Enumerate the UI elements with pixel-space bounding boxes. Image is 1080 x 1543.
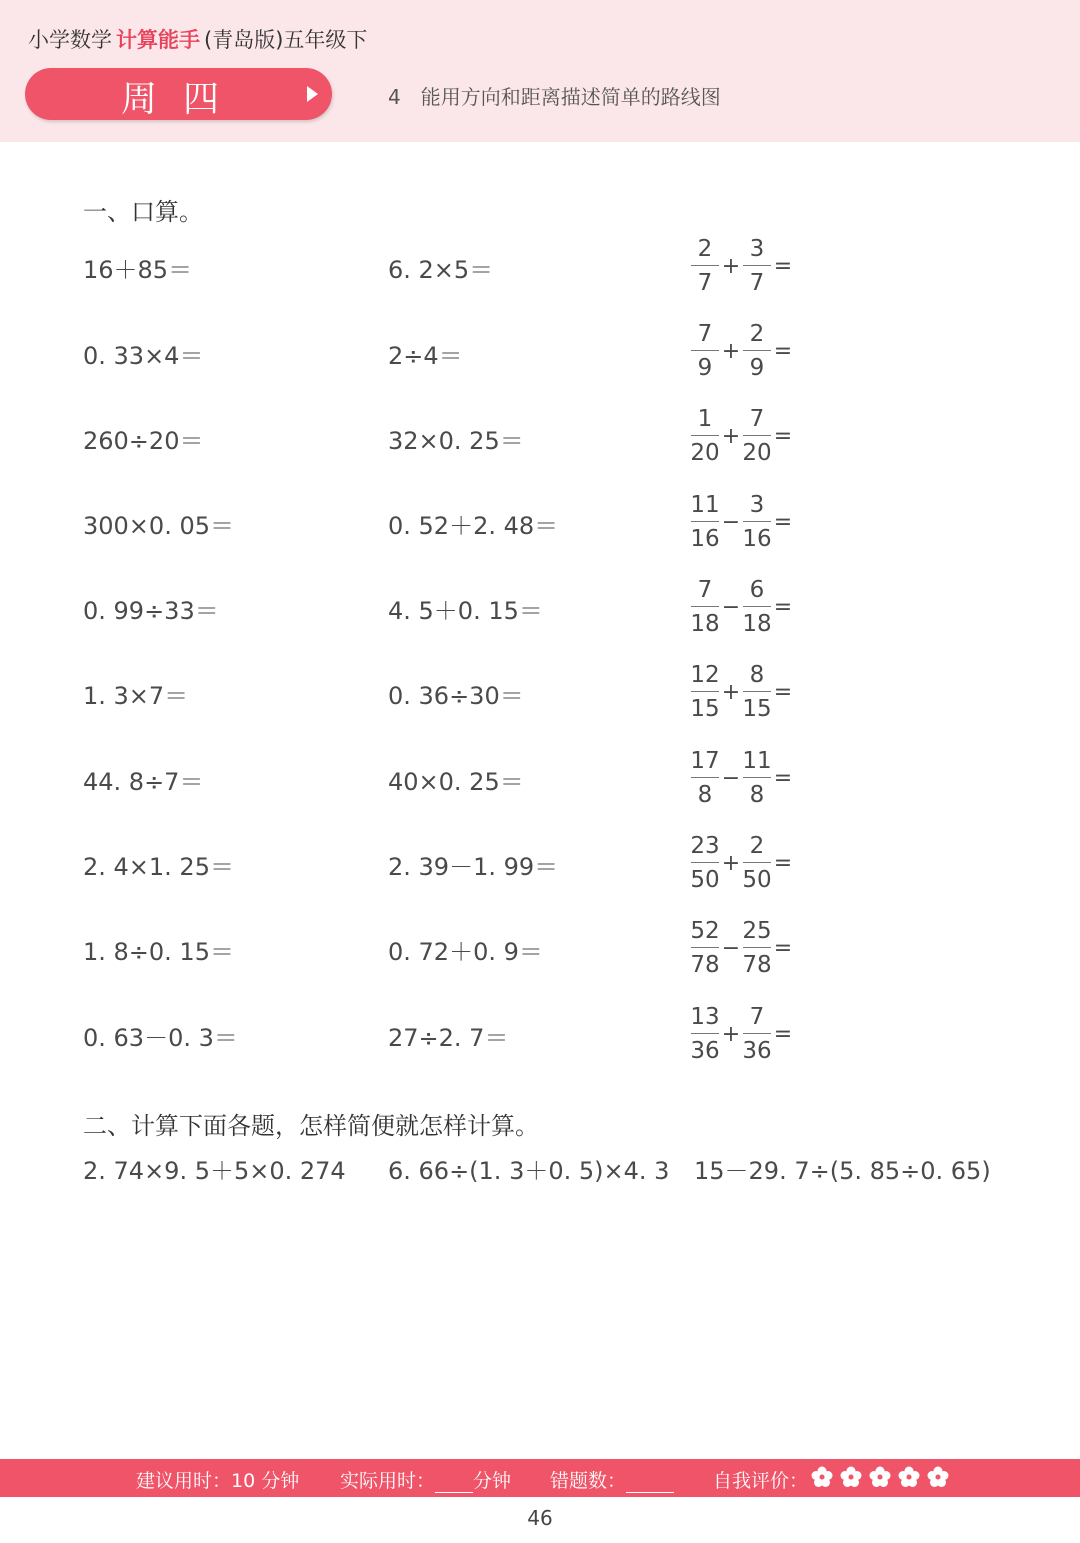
operator: +: [721, 679, 741, 705]
numerator: 7: [697, 321, 713, 347]
equals-sign: =: [773, 423, 793, 449]
equals-sign: =: [773, 509, 793, 535]
fraction: [742, 747, 772, 809]
section2-title: 二、计算下面各题，怎样简便就怎样计算。: [83, 1112, 539, 1140]
numerator: 11: [690, 492, 720, 518]
fraction-expr: [690, 489, 794, 555]
oral-expr-col2: 2÷4＝: [388, 342, 463, 370]
fraction-expr: [690, 233, 794, 299]
fraction-bar: [691, 862, 719, 863]
fraction-bar: [691, 947, 719, 948]
denominator: 36: [690, 1038, 720, 1064]
fraction-bar: [691, 265, 719, 266]
fraction-bar: [691, 691, 719, 692]
operator: +: [721, 850, 741, 876]
fraction: [742, 832, 772, 894]
fraction-expr: [690, 574, 794, 640]
book-brand: 计算能手: [116, 28, 200, 52]
operator: +: [721, 253, 741, 279]
play-arrow-icon: [307, 86, 318, 102]
denominator: 78: [742, 952, 772, 978]
fraction: [742, 576, 772, 638]
oral-expr-col1: 1. 8÷0. 15＝: [83, 938, 234, 966]
equals-sign: =: [773, 594, 793, 620]
fraction-bar: [691, 521, 719, 522]
oral-expr-col2: 6. 2×5＝: [388, 256, 494, 284]
fraction: [690, 661, 720, 723]
fraction-bar: [691, 435, 719, 436]
denominator: 15: [690, 696, 720, 722]
denominator: 15: [742, 696, 772, 722]
fraction-bar: [743, 521, 771, 522]
problem-3: 15－29. 7÷(5. 85÷0. 65): [694, 1157, 991, 1185]
fraction-bar: [743, 265, 771, 266]
oral-expr-col1: 16＋85＝: [83, 256, 193, 284]
fraction: [690, 917, 720, 979]
fraction: [690, 235, 720, 297]
footer-bar: [0, 1459, 1080, 1497]
fraction: [690, 491, 720, 553]
book-suffix: (青岛版)五年级下: [204, 28, 368, 52]
fraction: [742, 1003, 772, 1065]
equals-sign: =: [773, 1021, 793, 1047]
oral-expr-col1: 2. 4×1. 25＝: [83, 853, 234, 881]
flower-icon[interactable]: [897, 1465, 921, 1489]
numerator: 1: [697, 406, 713, 432]
numerator: 7: [697, 577, 713, 603]
oral-expr-col1: 0. 63－0. 3＝: [83, 1024, 238, 1052]
denominator: 16: [742, 526, 772, 552]
fraction-bar: [691, 350, 719, 351]
numerator: 6: [749, 577, 765, 603]
numerator: 12: [690, 662, 720, 688]
errors-label: 错题数：: [550, 1470, 627, 1492]
fraction: [690, 576, 720, 638]
oral-expr-col1: 1. 3×7＝: [83, 682, 189, 710]
fraction: [742, 661, 772, 723]
numerator: 8: [749, 662, 765, 688]
suggested-time: 建议用时：10 分钟: [136, 1470, 300, 1492]
unit-title: 4 能用方向和距离描述简单的路线图: [388, 85, 721, 109]
day-pill: [25, 68, 332, 120]
denominator: 50: [690, 867, 720, 893]
equals-sign: =: [773, 935, 793, 961]
numerator: 3: [749, 236, 765, 262]
fraction-bar: [743, 947, 771, 948]
denominator: 9: [749, 355, 765, 381]
fraction-expr: [690, 745, 794, 811]
oral-expr-col2: 32×0. 25＝: [388, 427, 524, 455]
denominator: 9: [697, 355, 713, 381]
denominator: 20: [742, 440, 772, 466]
oral-expr-col1: 0. 33×4＝: [83, 342, 204, 370]
fraction-expr: [690, 403, 794, 469]
fraction-expr: [690, 1001, 794, 1067]
denominator: 8: [749, 782, 765, 808]
page-number: 46: [527, 1506, 553, 1530]
fraction: [742, 320, 772, 382]
denominator: 7: [697, 270, 713, 296]
denominator: 50: [742, 867, 772, 893]
operator: −: [721, 765, 741, 791]
numerator: 7: [749, 1004, 765, 1030]
fraction-expr: [690, 659, 794, 725]
book-title: [28, 24, 367, 54]
day-label: 周四: [121, 79, 246, 120]
errors-blank[interactable]: [626, 1472, 674, 1493]
actual-time-blank[interactable]: [435, 1472, 473, 1493]
oral-expr-col2: 0. 36÷30＝: [388, 682, 524, 710]
denominator: 20: [690, 440, 720, 466]
fraction-bar: [691, 1033, 719, 1034]
flower-icon[interactable]: [810, 1465, 834, 1489]
operator: +: [721, 423, 741, 449]
oral-expr-col2: 27÷2. 7＝: [388, 1024, 509, 1052]
equals-sign: =: [773, 765, 793, 791]
operator: +: [721, 338, 741, 364]
actual-time: [340, 1466, 511, 1493]
numerator: 11: [742, 748, 772, 774]
oral-expr-col1: 300×0. 05＝: [83, 512, 234, 540]
fraction-expr: [690, 915, 794, 981]
equals-sign: =: [773, 338, 793, 364]
flower-icon[interactable]: [868, 1465, 892, 1489]
fraction-bar: [743, 777, 771, 778]
fraction: [690, 405, 720, 467]
denominator: 16: [690, 526, 720, 552]
fraction-expr: [690, 830, 794, 896]
oral-expr-col1: 260÷20＝: [83, 427, 204, 455]
denominator: 18: [690, 611, 720, 637]
fraction: [742, 917, 772, 979]
flower-icon[interactable]: [839, 1465, 863, 1489]
errors: [550, 1466, 674, 1493]
actual-time-label: 实际用时：: [340, 1470, 436, 1492]
denominator: 78: [690, 952, 720, 978]
fraction: [690, 1003, 720, 1065]
equals-sign: =: [773, 253, 793, 279]
oral-expr-col2: 40×0. 25＝: [388, 768, 524, 796]
numerator: 25: [742, 918, 772, 944]
numerator: 23: [690, 833, 720, 859]
numerator: 7: [749, 406, 765, 432]
fraction-bar: [691, 777, 719, 778]
fraction-bar: [743, 1033, 771, 1034]
problem-2: 6. 66÷(1. 3＋0. 5)×4. 3: [388, 1157, 670, 1185]
fraction: [690, 832, 720, 894]
fraction: [742, 405, 772, 467]
fraction-bar: [743, 862, 771, 863]
oral-expr-col2: 0. 52＋2. 48＝: [388, 512, 559, 540]
operator: −: [721, 509, 741, 535]
problem-1: 2. 74×9. 5＋5×0. 274: [83, 1157, 346, 1185]
book-prefix: 小学数学: [28, 28, 112, 52]
self-eval-stars: [810, 1465, 950, 1489]
fraction-expr: [690, 318, 794, 384]
numerator: 2: [749, 833, 765, 859]
oral-expr-col2: 0. 72＋0. 9＝: [388, 938, 543, 966]
denominator: 36: [742, 1038, 772, 1064]
operator: +: [721, 1021, 741, 1047]
fraction: [742, 235, 772, 297]
numerator: 17: [690, 748, 720, 774]
denominator: 18: [742, 611, 772, 637]
numerator: 52: [690, 918, 720, 944]
fraction-bar: [743, 606, 771, 607]
numerator: 2: [697, 236, 713, 262]
numerator: 13: [690, 1004, 720, 1030]
fraction: [742, 491, 772, 553]
denominator: 8: [697, 782, 713, 808]
flower-icon[interactable]: [926, 1465, 950, 1489]
fraction: [690, 320, 720, 382]
oral-expr-col2: 2. 39－1. 99＝: [388, 853, 559, 881]
section1-title: 一、口算。: [83, 198, 203, 226]
fraction-bar: [743, 691, 771, 692]
fraction-bar: [691, 606, 719, 607]
oral-expr-col1: 44. 8÷7＝: [83, 768, 204, 796]
actual-time-unit: 分钟: [473, 1470, 512, 1492]
equals-sign: =: [773, 679, 793, 705]
oral-expr-col2: 4. 5＋0. 15＝: [388, 597, 543, 625]
operator: −: [721, 594, 741, 620]
fraction-bar: [743, 350, 771, 351]
fraction: [690, 747, 720, 809]
numerator: 2: [749, 321, 765, 347]
numerator: 3: [749, 492, 765, 518]
equals-sign: =: [773, 850, 793, 876]
oral-expr-col1: 0. 99÷33＝: [83, 597, 219, 625]
self-eval-label: 自我评价：: [713, 1470, 809, 1492]
operator: −: [721, 935, 741, 961]
fraction-bar: [743, 435, 771, 436]
denominator: 7: [749, 270, 765, 296]
